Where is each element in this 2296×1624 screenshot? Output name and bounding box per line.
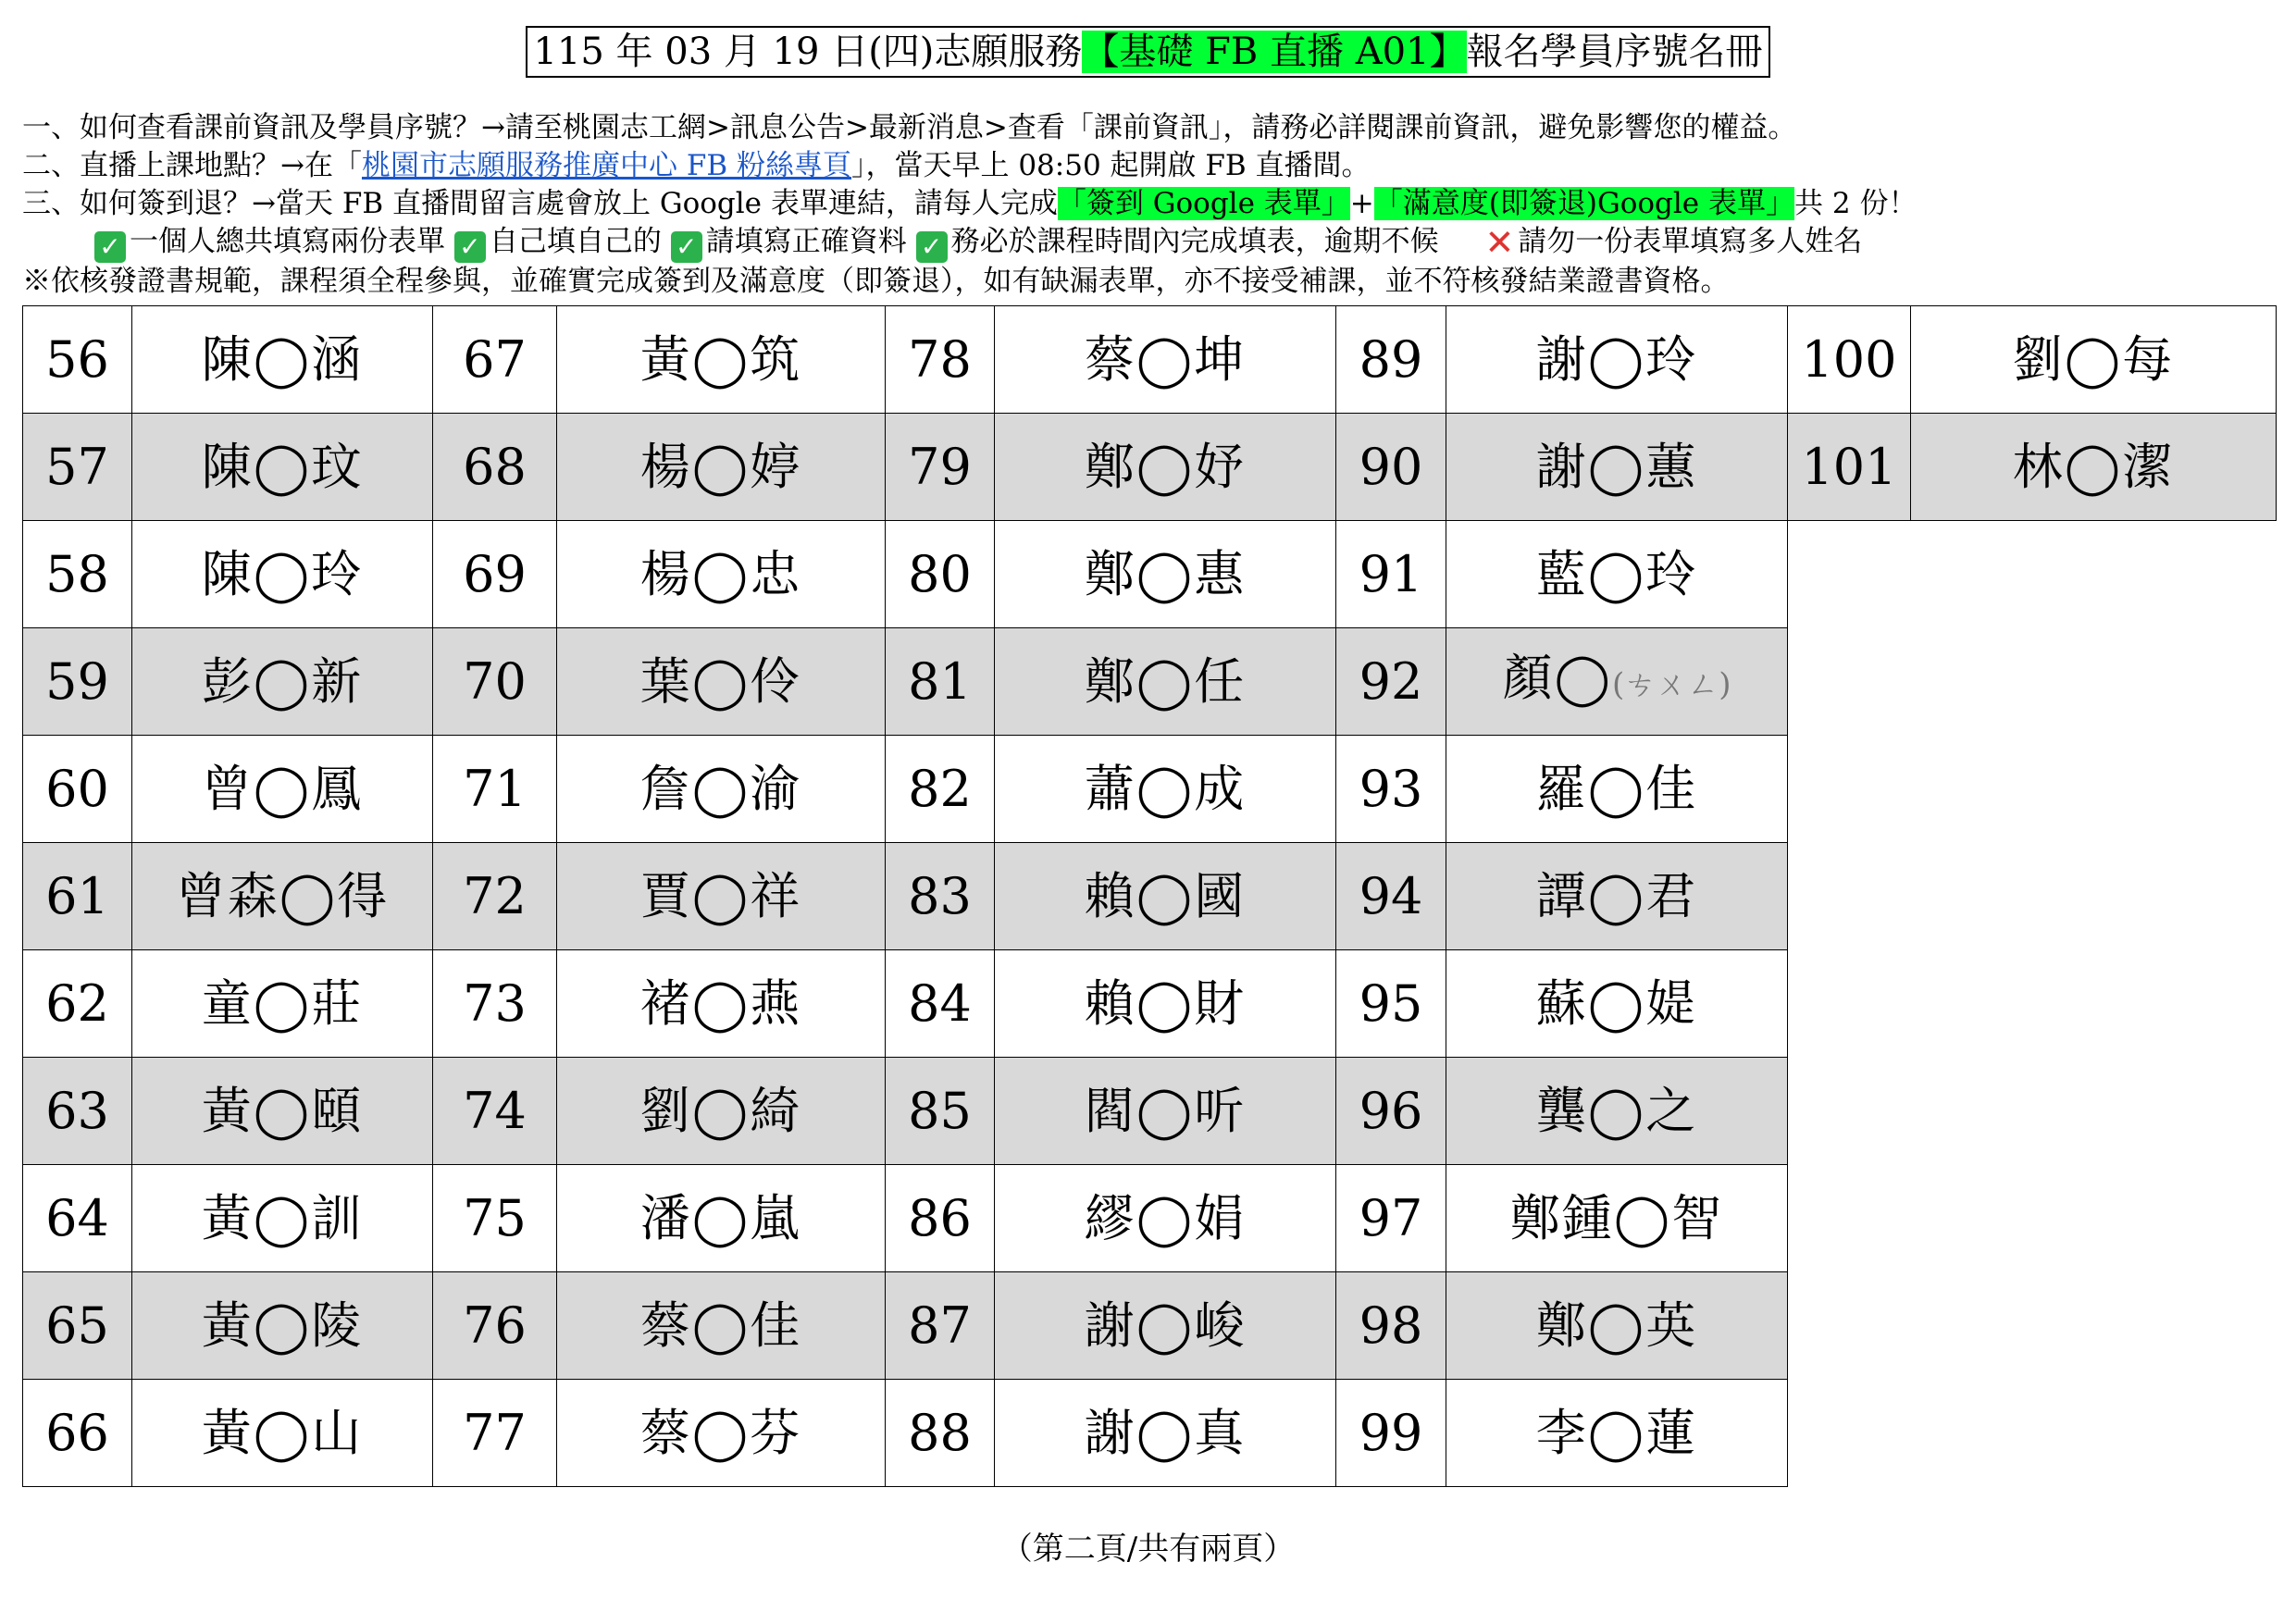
student-name-text: 童◯莊	[201, 973, 364, 1033]
student-name-text: 龔◯之	[1535, 1081, 1698, 1140]
student-number: 82	[886, 736, 995, 843]
instruction-1: 一、如何查看課前資訊及學員序號？→請至桃園志工網>訊息公告>最新消息>查看「課前資訊」，請務必詳閱課前資訊，避免影響您的權益。	[22, 111, 1797, 144]
empty-cell	[1788, 1272, 1911, 1380]
student-number: 96	[1336, 1058, 1446, 1165]
roster-table	[22, 305, 2277, 1487]
student-name-text: 賴◯國	[1084, 866, 1247, 925]
instructions	[22, 109, 2280, 301]
student-name-text: 林◯潔	[2012, 437, 2175, 496]
student-number: 74	[433, 1058, 557, 1165]
student-name	[557, 950, 886, 1058]
empty-cell	[1911, 1165, 2277, 1272]
student-name	[1446, 1165, 1788, 1272]
student-number: 92	[1336, 628, 1446, 736]
instruction-2-pre: 二、直播上課地點？→在「	[22, 149, 362, 182]
student-name-text: 李◯蓮	[1535, 1403, 1698, 1462]
rule-5: 請勿一份表單填寫多人姓名	[1518, 225, 1863, 258]
instruction-2-post: 」，當天早上 08:50 起開啟 FB 直播間。	[850, 149, 1371, 182]
student-name-text: 曾森◯得	[175, 866, 390, 925]
student-name-text: 彭◯新	[201, 651, 364, 711]
student-number: 59	[23, 628, 132, 736]
empty-cell	[1911, 1380, 2277, 1487]
empty-cell	[1788, 1380, 1911, 1487]
student-name	[995, 628, 1336, 736]
student-name	[557, 1165, 886, 1272]
student-name-text: 鄭◯惠	[1084, 544, 1247, 603]
student-name	[132, 521, 433, 628]
empty-cell	[1788, 736, 1911, 843]
student-name-text: 賈◯祥	[639, 866, 802, 925]
student-name-text: 謝◯蕙	[1535, 437, 1698, 496]
rule-2: 自己填自己的	[489, 225, 662, 258]
table-row	[23, 1165, 2277, 1272]
student-name	[995, 521, 1336, 628]
student-name-text: 葉◯伶	[639, 651, 802, 711]
student-name	[995, 736, 1336, 843]
student-name	[995, 950, 1336, 1058]
student-name-text: 蔡◯坤	[1084, 329, 1247, 389]
student-number: 60	[23, 736, 132, 843]
student-number: 64	[23, 1165, 132, 1272]
table-row	[23, 414, 2277, 521]
student-name-text: 黃◯山	[201, 1403, 364, 1462]
table-row	[23, 521, 2277, 628]
student-name	[132, 628, 433, 736]
student-name	[132, 414, 433, 521]
student-number: 76	[433, 1272, 557, 1380]
student-name-text: 蘇◯媞	[1535, 973, 1698, 1033]
student-name-text: 蕭◯成	[1084, 759, 1247, 818]
student-name-text: 褚◯燕	[639, 973, 802, 1033]
student-name	[557, 306, 886, 414]
student-name-text: 陳◯涵	[201, 329, 364, 389]
student-number: 70	[433, 628, 557, 736]
student-number: 58	[23, 521, 132, 628]
student-name-text: 黃◯筑	[639, 329, 802, 389]
check-icon: ✓	[454, 231, 486, 263]
student-name-text: 羅◯佳	[1535, 759, 1698, 818]
student-name-text: 藍◯玲	[1535, 544, 1698, 603]
student-name-text: 劉◯每	[2012, 329, 2175, 389]
table-row	[23, 843, 2277, 950]
instruction-3-post: 共 2 份！	[1794, 187, 1917, 220]
student-number: 95	[1336, 950, 1446, 1058]
student-number: 57	[23, 414, 132, 521]
student-name	[1911, 306, 2277, 414]
student-name	[132, 1272, 433, 1380]
student-name	[1446, 1058, 1788, 1165]
student-name	[1446, 414, 1788, 521]
instruction-3	[22, 185, 2280, 223]
student-name-text: 謝◯真	[1084, 1403, 1247, 1462]
student-name	[132, 1058, 433, 1165]
empty-cell	[1788, 628, 1911, 736]
student-name	[557, 1380, 886, 1487]
empty-cell	[1788, 521, 1911, 628]
plus-sign: +	[1349, 187, 1374, 220]
instruction-3-pre: 三、如何簽到退？→當天 FB 直播間留言處會放上 Google 表單連結，請每人完成	[22, 187, 1058, 220]
student-number: 97	[1336, 1165, 1446, 1272]
student-name-text: 陳◯玟	[201, 437, 364, 496]
roster-body	[23, 306, 2277, 1487]
student-name-text: 謝◯峻	[1084, 1295, 1247, 1355]
student-number: 62	[23, 950, 132, 1058]
table-row	[23, 736, 2277, 843]
empty-cell	[1788, 843, 1911, 950]
student-name	[557, 736, 886, 843]
student-name-text: 潘◯嵐	[639, 1188, 802, 1247]
student-name	[1446, 950, 1788, 1058]
table-row	[23, 1272, 2277, 1380]
student-number: 66	[23, 1380, 132, 1487]
student-name	[132, 1380, 433, 1487]
student-number: 65	[23, 1272, 132, 1380]
student-name-text: 楊◯婷	[639, 437, 802, 496]
student-number: 67	[433, 306, 557, 414]
check-icon: ✓	[916, 231, 948, 263]
student-number: 72	[433, 843, 557, 950]
student-name	[1446, 521, 1788, 628]
fb-page-link[interactable]: 桃園市志願服務推廣中心 FB 粉絲專頁	[361, 149, 851, 182]
student-name-text: 譚◯君	[1535, 866, 1698, 925]
student-name	[995, 414, 1336, 521]
check-icon: ✓	[94, 231, 126, 263]
student-name	[1911, 414, 2277, 521]
student-number: 86	[886, 1165, 995, 1272]
student-number: 98	[1336, 1272, 1446, 1380]
empty-cell	[1911, 950, 2277, 1058]
student-number: 73	[433, 950, 557, 1058]
student-name-text: 閻◯听	[1084, 1081, 1247, 1140]
student-number: 75	[433, 1165, 557, 1272]
student-name	[995, 1272, 1336, 1380]
table-row	[23, 628, 2277, 736]
student-number: 99	[1336, 1380, 1446, 1487]
empty-cell	[1911, 628, 2277, 736]
student-name	[1446, 1272, 1788, 1380]
student-name	[132, 1165, 433, 1272]
empty-cell	[1788, 950, 1911, 1058]
title-suffix: 報名學員序號名冊	[1466, 31, 1763, 73]
empty-cell	[1788, 1058, 1911, 1165]
student-number: 100	[1788, 306, 1911, 414]
student-number: 56	[23, 306, 132, 414]
student-name	[132, 306, 433, 414]
empty-cell	[1788, 1165, 1911, 1272]
instruction-2	[22, 147, 2280, 185]
student-name	[995, 1058, 1336, 1165]
empty-cell	[1911, 1058, 2277, 1165]
student-number: 79	[886, 414, 995, 521]
student-number: 91	[1336, 521, 1446, 628]
student-name	[557, 628, 886, 736]
student-name	[1446, 628, 1788, 736]
student-number: 101	[1788, 414, 1911, 521]
student-name-text: 曾◯鳳	[201, 759, 364, 818]
student-number: 63	[23, 1058, 132, 1165]
student-name	[1446, 1380, 1788, 1487]
student-name-text: 鄭◯妤	[1084, 437, 1247, 496]
empty-cell	[1911, 736, 2277, 843]
student-name-text: 黃◯頤	[201, 1081, 364, 1140]
student-name	[1446, 306, 1788, 414]
page-footer: （第二頁/共有兩頁）	[1000, 1531, 1296, 1568]
student-number: 78	[886, 306, 995, 414]
student-name-text: 陳◯玲	[201, 544, 364, 603]
student-name-text: 謝◯玲	[1535, 329, 1698, 389]
student-name	[557, 414, 886, 521]
student-name	[132, 843, 433, 950]
empty-cell	[1911, 843, 2277, 950]
student-name-text: 鄭◯任	[1084, 651, 1247, 711]
empty-cell	[1911, 1272, 2277, 1380]
student-number: 83	[886, 843, 995, 950]
student-number: 85	[886, 1058, 995, 1165]
student-name-text: 賴◯財	[1084, 973, 1247, 1033]
student-number: 68	[433, 414, 557, 521]
student-number: 89	[1336, 306, 1446, 414]
student-name	[557, 843, 886, 950]
title-highlight: 【基礎 FB 直播 A01】	[1082, 31, 1467, 73]
student-name	[132, 736, 433, 843]
table-row	[23, 306, 2277, 414]
student-name-text: 鄭鍾◯智	[1509, 1188, 1724, 1247]
empty-cell	[1911, 521, 2277, 628]
rules-line	[22, 223, 2280, 263]
table-row	[23, 1380, 2277, 1487]
student-number: 88	[886, 1380, 995, 1487]
table-row	[23, 950, 2277, 1058]
student-name	[1446, 736, 1788, 843]
student-name-text: 蔡◯佳	[639, 1295, 802, 1355]
student-number: 69	[433, 521, 557, 628]
table-row	[23, 1058, 2277, 1165]
signin-form-highlight: 「簽到 Google 表單」	[1057, 187, 1350, 220]
student-name	[557, 521, 886, 628]
certificate-note: ※依核發證書規範，課程須全程參與，並確實完成簽到及滿意度（即簽退），如有缺漏表單，亦不接受補課，並不符核發結業證書資格。	[22, 265, 1730, 298]
rule-4: 務必於課程時間內完成填表，逾期不候	[950, 225, 1439, 258]
title-area	[0, 26, 2296, 78]
student-name-text: 繆◯娟	[1084, 1188, 1247, 1247]
satisfaction-form-highlight: 「滿意度(即簽退)Google 表單」	[1373, 187, 1795, 220]
student-name	[557, 1058, 886, 1165]
student-number: 77	[433, 1380, 557, 1487]
rule-1: 一個人總共填寫兩份表單	[130, 225, 445, 258]
check-icon: ✓	[671, 231, 702, 263]
student-name-text: 顏◯	[1502, 649, 1612, 707]
student-number: 94	[1336, 843, 1446, 950]
student-number: 90	[1336, 414, 1446, 521]
student-number: 87	[886, 1272, 995, 1380]
cross-icon: ✕	[1484, 222, 1515, 263]
student-name	[995, 843, 1336, 950]
student-number: 93	[1336, 736, 1446, 843]
student-name-text: 蔡◯芬	[639, 1403, 802, 1462]
student-number: 71	[433, 736, 557, 843]
student-number: 81	[886, 628, 995, 736]
student-number: 84	[886, 950, 995, 1058]
student-name	[995, 1380, 1336, 1487]
student-name-text: 黃◯訓	[201, 1188, 364, 1247]
student-name	[132, 950, 433, 1058]
student-name	[995, 306, 1336, 414]
student-name	[557, 1272, 886, 1380]
student-name-text: 詹◯渝	[639, 759, 802, 818]
student-number: 61	[23, 843, 132, 950]
student-number: 80	[886, 521, 995, 628]
student-name	[1446, 843, 1788, 950]
student-name-text: 鄭◯英	[1535, 1295, 1698, 1355]
student-name	[995, 1165, 1336, 1272]
student-name-text: 黃◯陵	[201, 1295, 364, 1355]
student-name-text: 楊◯忠	[639, 544, 802, 603]
rule-3: 請填寫正確資料	[705, 225, 907, 258]
student-name-text: 劉◯綺	[639, 1081, 802, 1140]
page-title	[526, 26, 1769, 78]
title-prefix: 115 年 03 月 19 日(四)志願服務	[533, 31, 1083, 73]
pronunciation-note: (ㄘㄨㄥ)	[1611, 666, 1731, 703]
